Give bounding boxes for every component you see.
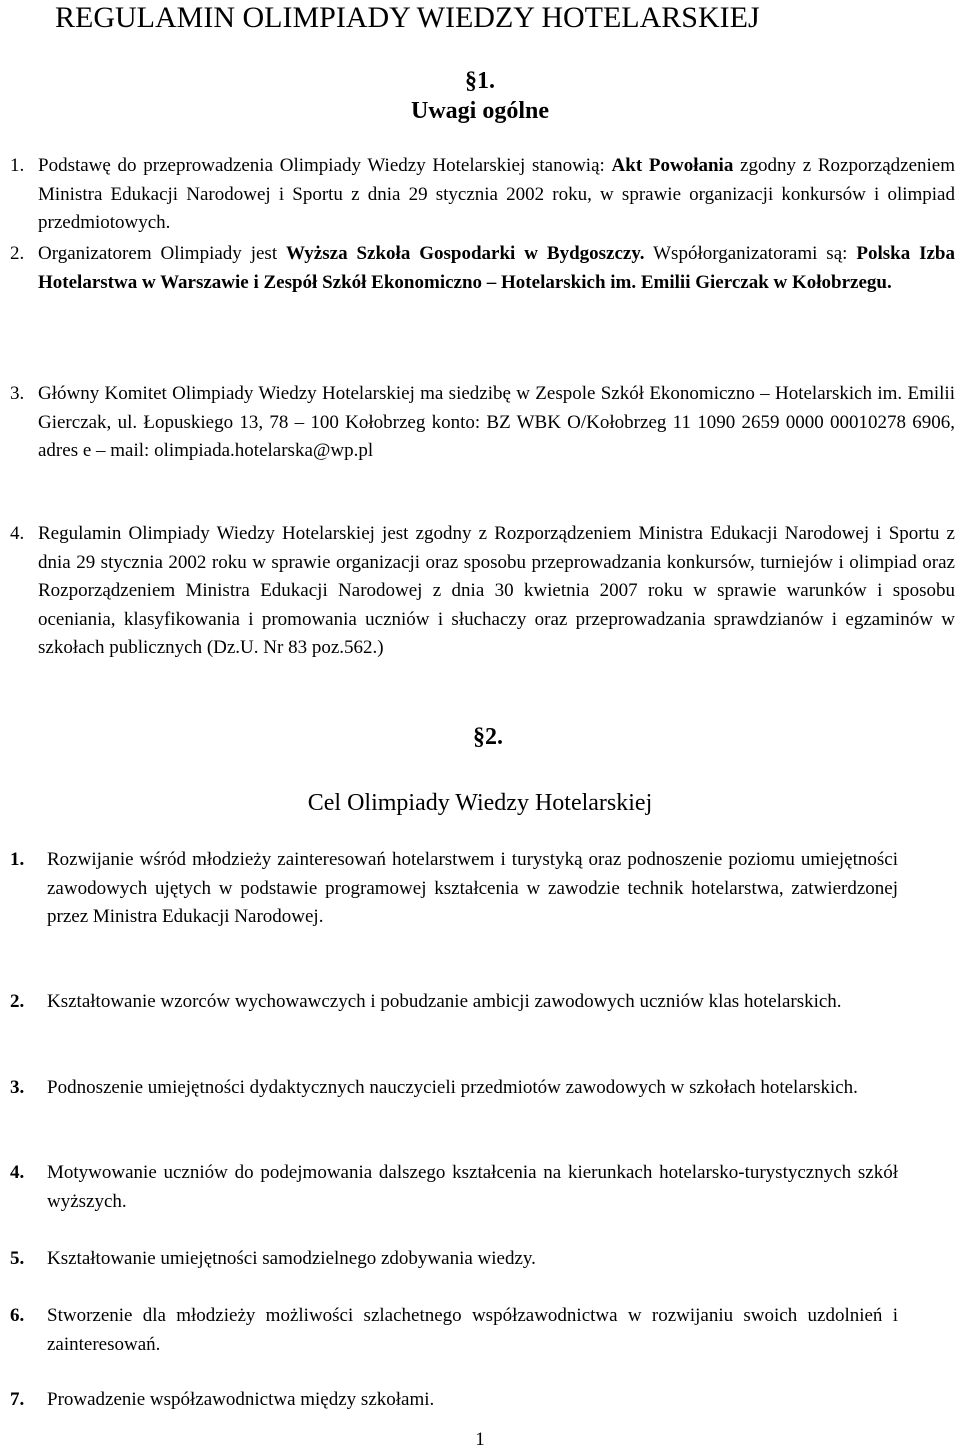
goal-item-5-number: 5.	[10, 1248, 25, 1269]
goal-item-4-number: 4.	[10, 1162, 25, 1183]
goal-item-6	[10, 1302, 898, 1359]
page-number: 1	[475, 1429, 485, 1450]
general-item-2-text-b: Współorganizatorami są:	[644, 243, 857, 264]
general-item-2-text	[38, 240, 955, 297]
goal-item-6-text: Stworzenie dla młodzieży możliwości szlachetnego współzawodnictwa w rozwijaniu swoich uzdolnień i zainteresowań.	[47, 1305, 898, 1355]
goal-item-3-number: 3.	[10, 1077, 25, 1098]
general-item-1-bold: Akt Powołania	[611, 155, 734, 176]
goal-item-7	[10, 1386, 898, 1415]
goal-item-2	[10, 988, 898, 1017]
general-item-1	[10, 152, 955, 238]
section-2-heading: Cel Olimpiady Wiedzy Hotelarskiej	[307, 790, 653, 816]
general-item-4-number: 4.	[10, 523, 25, 544]
general-item-3	[10, 380, 955, 466]
section-1-number: §1.	[465, 68, 495, 94]
goal-item-7-number: 7.	[10, 1389, 25, 1410]
goal-item-2-text: Kształtowanie wzorców wychowawczych i pobudzanie ambicji zawodowych uczniów klas hotelarskich.	[47, 991, 842, 1012]
general-item-1-text	[38, 152, 955, 238]
general-item-2-text-a: Organizatorem Olimpiady jest	[38, 243, 287, 264]
general-item-3-text: Główny Komitet Olimpiady Wiedzy Hotelarskiej ma siedzibę w Zespole Szkół Ekonomiczno – Hotelarskich im. Emilii Gierczak, ul. Łopuskiego 13, 78 – 100 Kołobrzeg konto: BZ WBK O/Kołobrzeg 11 1090 2659 0000 00010278 6906, adres e – mail: olimpiada.hotelarska@wp.pl	[38, 383, 955, 461]
goal-item-2-number: 2.	[10, 991, 25, 1012]
goal-item-6-number: 6.	[10, 1305, 25, 1326]
general-item-1-text-b: zgodny z Rozporządzeniem Ministra Edukacji Narodowej i Sportu z dnia 29 stycznia 2002 roku, w sprawie organizacji konkursów i olimpiad przedmiotowych.	[38, 155, 956, 233]
section-1-heading: Uwagi ogólne	[411, 98, 549, 124]
goal-item-1	[10, 846, 898, 932]
goal-item-5-text: Kształtowanie umiejętności samodzielnego zdobywania wiedzy.	[47, 1248, 536, 1269]
document-title: REGULAMIN OLIMPIADY WIEDZY HOTELARSKIEJ	[55, 1, 760, 34]
general-item-1-text-a: Podstawę do przeprowadzenia Olimpiady Wiedzy Hotelarskiej stanowią:	[38, 155, 612, 176]
general-item-3-number: 3.	[10, 383, 25, 404]
goal-item-5	[10, 1245, 898, 1274]
general-item-1-number: 1.	[10, 155, 25, 176]
section-2-number: §2.	[473, 724, 503, 750]
general-item-4	[10, 520, 955, 663]
goal-item-1-number: 1.	[10, 849, 25, 870]
goal-item-3	[10, 1074, 898, 1103]
general-item-2-bold-b: Polska Izba Hotelarstwa w Warszawie i Zespół Szkół Ekonomiczno – Hotelarskich im. Emilii Gierczak w Kołobrzegu.	[38, 243, 956, 293]
general-item-2-number: 2.	[10, 243, 25, 264]
general-item-2	[10, 240, 955, 297]
goal-item-1-text: Rozwijanie wśród młodzieży zainteresowań hotelarstwem i turystyką oraz podnoszenie poziomu umiejętności zawodowych ujętych w podstawie programowej kształcenia w zawodzie technik hotelarstwa, zatwierdzonej przez Ministra Edukacji Narodowej.	[47, 849, 898, 927]
goal-item-4-text: Motywowanie uczniów do podejmowania dalszego kształcenia na kierunkach hotelarsko-turystycznych szkół wyższych.	[47, 1162, 898, 1212]
goal-item-4	[10, 1159, 898, 1216]
goal-item-7-text: Prowadzenie współzawodnictwa między szkołami.	[47, 1389, 435, 1410]
general-item-4-text: Regulamin Olimpiady Wiedzy Hotelarskiej jest zgodny z Rozporządzeniem Ministra Edukacji Narodowej i Sportu z dnia 29 stycznia 2002 roku w sprawie organizacji oraz sposobu przeprowadzania konkursów, turniejów i olimpiad oraz Rozporządzeniem Ministra Edukacji Narodowej z dnia 30 kwietnia 2007 roku w sprawie warunków i sposobu oceniania, klasyfikowania i promowania uczniów i słuchaczy oraz przeprowadzania sprawdzianów i egzaminów w szkołach publicznych (Dz.U. Nr 83 poz.562.)	[38, 523, 955, 658]
goal-item-3-text: Podnoszenie umiejętności dydaktycznych nauczycieli przedmiotów zawodowych w szkołach hotelarskich.	[47, 1077, 858, 1098]
general-item-2-bold-a: Wyższa Szkoła Gospodarki w Bydgoszczy.	[286, 243, 645, 264]
